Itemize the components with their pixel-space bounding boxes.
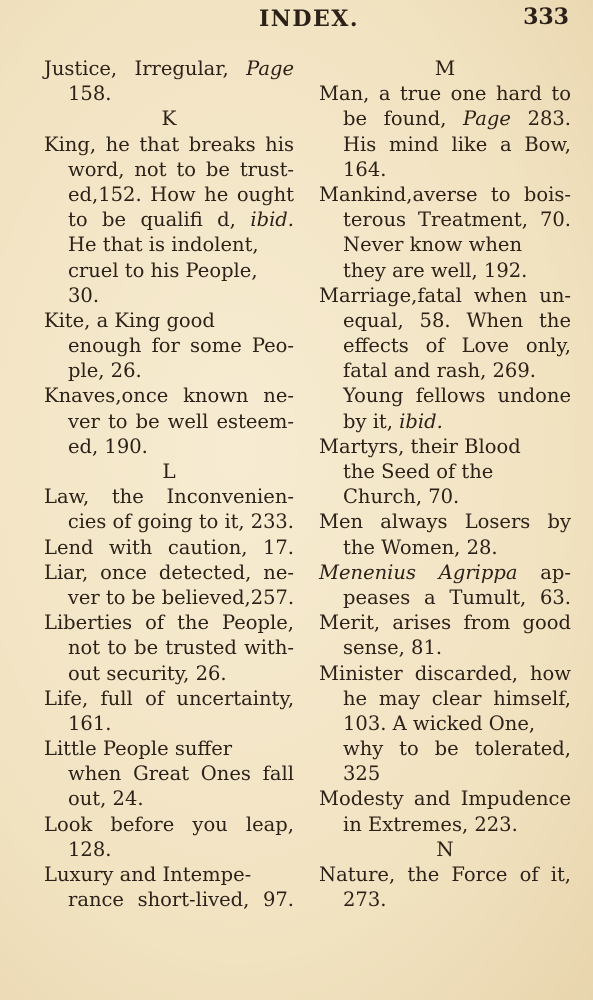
index-entry-line: Marriage,fatal when un- <box>319 283 571 307</box>
index-entry-line: Modesty and Impudence <box>319 787 571 811</box>
index-entry-continuation: 325 <box>343 762 381 786</box>
index-entry-continuation: ple, 26. <box>68 359 142 383</box>
index-entry-line: Men always Losers by <box>319 510 571 534</box>
index-entry-continuation: the Seed of the <box>343 460 494 483</box>
index-entry-continuation: cruel to his People, <box>68 258 258 282</box>
index-section-letter: L <box>162 459 176 483</box>
index-entry-line: Life, full of uncertainty, <box>44 686 295 710</box>
index-entry-line: Justice, Irregular, Page <box>44 57 294 80</box>
index-entry-line: Luxury and Intempe- <box>44 863 252 886</box>
index-column-left <box>44 56 294 912</box>
index-entry-continuation: 103. A wicked One, <box>343 711 536 735</box>
index-entry-line: Martyrs, their Blood <box>319 434 521 458</box>
index-entry-line: Lend with caution, 17. <box>44 535 295 559</box>
index-entry-continuation: terous Treatment, 70. <box>343 208 571 232</box>
index-entry-continuation: rance short-lived, 97. <box>68 888 294 912</box>
index-entry-continuation: ver to be believed,257. <box>67 585 295 609</box>
page-number: 333 <box>523 4 569 30</box>
index-entry-line: Law, the Inconvenien- <box>44 485 294 509</box>
index-entry-line: Mankind,averse to bois- <box>319 182 571 206</box>
page-header <box>0 0 593 38</box>
index-entry-continuation: not to be trusted with- <box>68 636 294 660</box>
index-entry-continuation: 128. <box>68 837 112 861</box>
index-section-letter: K <box>161 106 177 131</box>
index-entry-line: King, he that breaks his <box>44 132 294 156</box>
index-entry-line: Look before you leap, <box>44 812 294 836</box>
index-entry-continuation: enough for some Peo- <box>68 334 294 358</box>
index-entry-line: Merit, arises from good <box>319 611 571 635</box>
index-entry-continuation: 164. <box>343 157 387 181</box>
index-entry-continuation: He that is indolent, <box>68 233 259 257</box>
index-entry-continuation: Church, 70. <box>343 485 460 509</box>
index-entry-continuation: ed,152. How he ought <box>68 182 294 206</box>
index-entry-continuation: ed, 190. <box>68 434 148 458</box>
index-column-right <box>319 56 571 912</box>
index-entry-line: Menenius Agrippa ap- <box>319 560 571 584</box>
index-entry-continuation: when Great Ones fall <box>68 762 294 786</box>
index-entry-continuation: sense, 81. <box>343 636 443 660</box>
index-entry-continuation: ver to be well esteem- <box>68 409 294 433</box>
index-entry-line: Liberties of the People, <box>44 611 294 635</box>
index-entry-continuation: 30. <box>68 283 100 307</box>
index-section-letter: M <box>434 56 456 80</box>
index-entry-continuation: out, 24. <box>68 787 144 811</box>
index-entry-continuation: to be qualifi d, ibid. <box>68 208 294 232</box>
index-entry-line: Man, a true one hard to <box>319 82 571 106</box>
index-entry-line: Nature, the Force of it, <box>319 863 572 886</box>
index-entry-continuation: 158. <box>68 82 112 106</box>
index-entry-continuation: equal, 58. When the <box>343 308 571 332</box>
index-entry-continuation: why to be tolerated, <box>343 737 571 761</box>
index-entry-line: Liar, once detected, ne- <box>44 560 294 584</box>
index-entry-line: Kite, a King good <box>44 308 215 332</box>
index-entry-continuation: the Women, 28. <box>343 535 498 559</box>
index-entry-line: Little People suffer <box>44 737 233 761</box>
page-title: INDEX. <box>259 6 359 32</box>
index-entry-continuation: cies of going to it, 233. <box>67 510 294 534</box>
index-entry-continuation: in Extremes, 223. <box>343 812 518 836</box>
index-entry-continuation: Young fellows undone <box>343 384 571 408</box>
index-entry-continuation: by it, ibid. <box>343 409 443 433</box>
index-entry-continuation: word, not to be trust- <box>68 157 294 181</box>
index-entry-continuation: 161. <box>68 711 112 735</box>
index-entry-continuation: 273. <box>343 888 387 912</box>
index-entry-continuation: they are well, 192. <box>343 258 528 282</box>
index-entry-line: Knaves,once known ne- <box>44 384 294 408</box>
index-section-letter: N <box>436 836 454 861</box>
index-entry-continuation: effects of Love only, <box>343 334 571 358</box>
index-entry-continuation: Never know when <box>343 233 523 257</box>
index-entry-continuation: fatal and rash, 269. <box>343 359 536 383</box>
index-entry-continuation: His mind like a Bow, <box>343 132 571 156</box>
index-entry-continuation: be found, Page 283. <box>343 107 571 131</box>
index-entry-continuation: he may clear himself, <box>343 686 572 710</box>
index-entry-continuation: out security, 26. <box>68 661 227 685</box>
index-entry-continuation: peases a Tumult, 63. <box>343 585 572 609</box>
index-entry-line: Minister discarded, how <box>319 661 571 685</box>
